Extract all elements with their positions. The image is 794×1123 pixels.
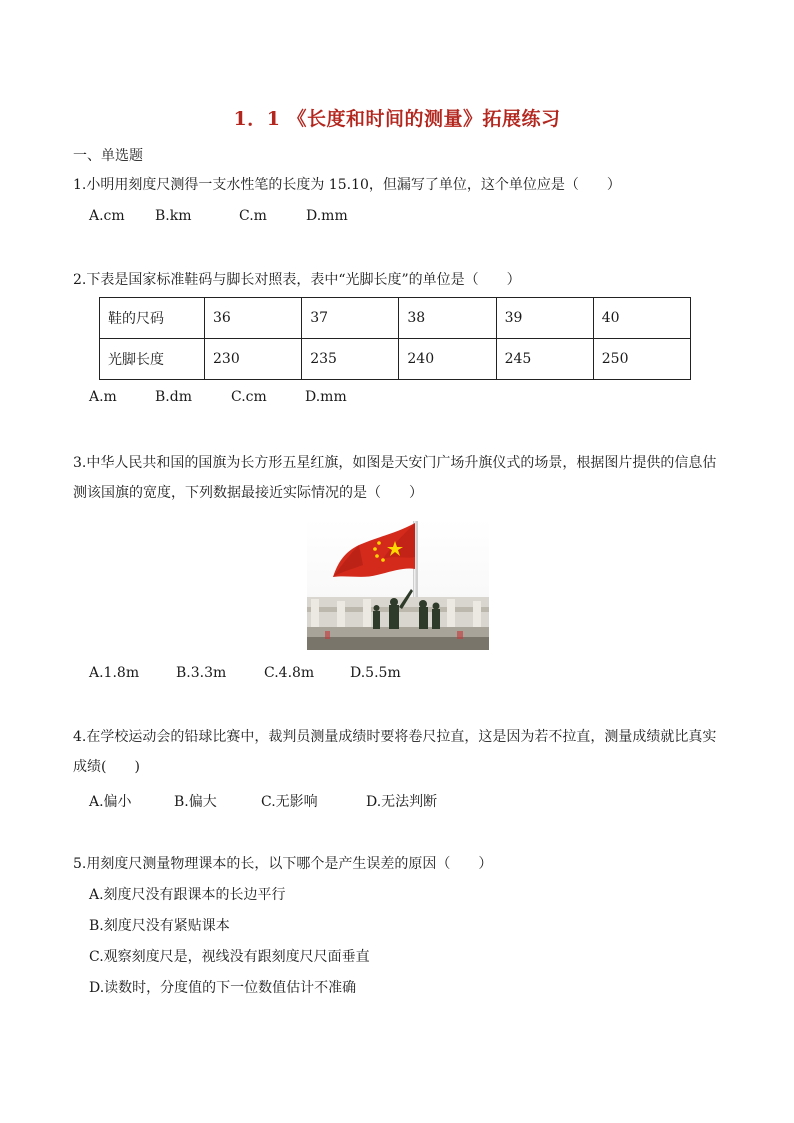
question-5-options [89, 880, 370, 1004]
table-cell: 光脚长度 [100, 339, 205, 380]
question-5-stem: 5.用刻度尺测量物理课本的长，以下哪个是产生误差的原因（ ） [73, 856, 493, 872]
option-a[interactable]: A.偏小 [89, 794, 132, 810]
option-a[interactable]: A.1.8m [89, 665, 140, 681]
question-1-stem: 1.小明用刻度尺测得一支水性笔的长度为 15.10，但漏写了单位，这个单位应是（ ） [73, 177, 621, 193]
question-2-stem: 2.下表是国家标准鞋码与脚长对照表，表中“光脚长度”的单位是（ ） [73, 272, 521, 288]
table-cell: 鞋的尺码 [100, 298, 205, 339]
option-c[interactable]: C.cm [231, 389, 267, 405]
option-d[interactable]: D.mm [306, 208, 348, 224]
section-heading: 一、单选题 [73, 148, 143, 164]
question-2-options [89, 389, 347, 405]
table-cell: 38 [399, 298, 496, 339]
table-cell: 37 [302, 298, 399, 339]
table-row [100, 339, 691, 380]
question-3-stem: 3.中华人民共和国的国旗为长方形五星红旗，如图是天安门广场升旗仪式的场景，根据图片提供的信息估测该国旗的宽度，下列数据最接近实际情况的是（ ） [73, 455, 717, 501]
question-4-options [89, 791, 437, 811]
option-c[interactable]: C.m [239, 208, 267, 224]
option-a[interactable]: A.刻度尺没有跟课本的长边平行 [89, 887, 286, 903]
option-d[interactable]: D.无法判断 [366, 794, 438, 810]
question-3-options [89, 665, 401, 681]
option-b[interactable]: B.3.3m [176, 665, 227, 681]
option-b[interactable]: B.刻度尺没有紧贴课本 [89, 918, 230, 934]
table-cell: 235 [302, 339, 399, 380]
option-c[interactable]: C.观察刻度尺是，视线没有跟刻度尺尺面垂直 [89, 949, 370, 965]
option-b[interactable]: B.偏大 [174, 794, 217, 810]
table-cell: 230 [205, 339, 302, 380]
option-a[interactable]: A.cm [89, 208, 125, 224]
option-d[interactable]: D.mm [305, 389, 347, 405]
option-d[interactable]: D.5.5m [350, 665, 401, 681]
option-b[interactable]: B.km [155, 208, 192, 224]
table-cell: 245 [496, 339, 593, 380]
flag-raising-photo [307, 519, 489, 650]
table-cell: 36 [205, 298, 302, 339]
question-4-stem: 4.在学校运动会的铅球比赛中，裁判员测量成绩时要将卷尺拉直，这是因为若不拉直，测量成绩就比真实成绩( ) [73, 729, 717, 775]
table-row [100, 298, 691, 339]
option-c[interactable]: C.4.8m [264, 665, 315, 681]
question-1-options [89, 208, 348, 224]
option-b[interactable]: B.dm [155, 389, 192, 405]
option-d[interactable]: D.读数时，分度值的下一位数值估计不准确 [89, 980, 357, 996]
option-a[interactable]: A.m [89, 389, 117, 405]
table-cell: 39 [496, 298, 593, 339]
option-c[interactable]: C.无影响 [261, 794, 318, 810]
table-cell: 240 [399, 339, 496, 380]
table-cell: 250 [593, 339, 690, 380]
shoe-size-table [99, 297, 691, 380]
table-cell: 40 [593, 298, 690, 339]
page-title: 1．1 《长度和时间的测量》拓展练习 [233, 108, 561, 130]
